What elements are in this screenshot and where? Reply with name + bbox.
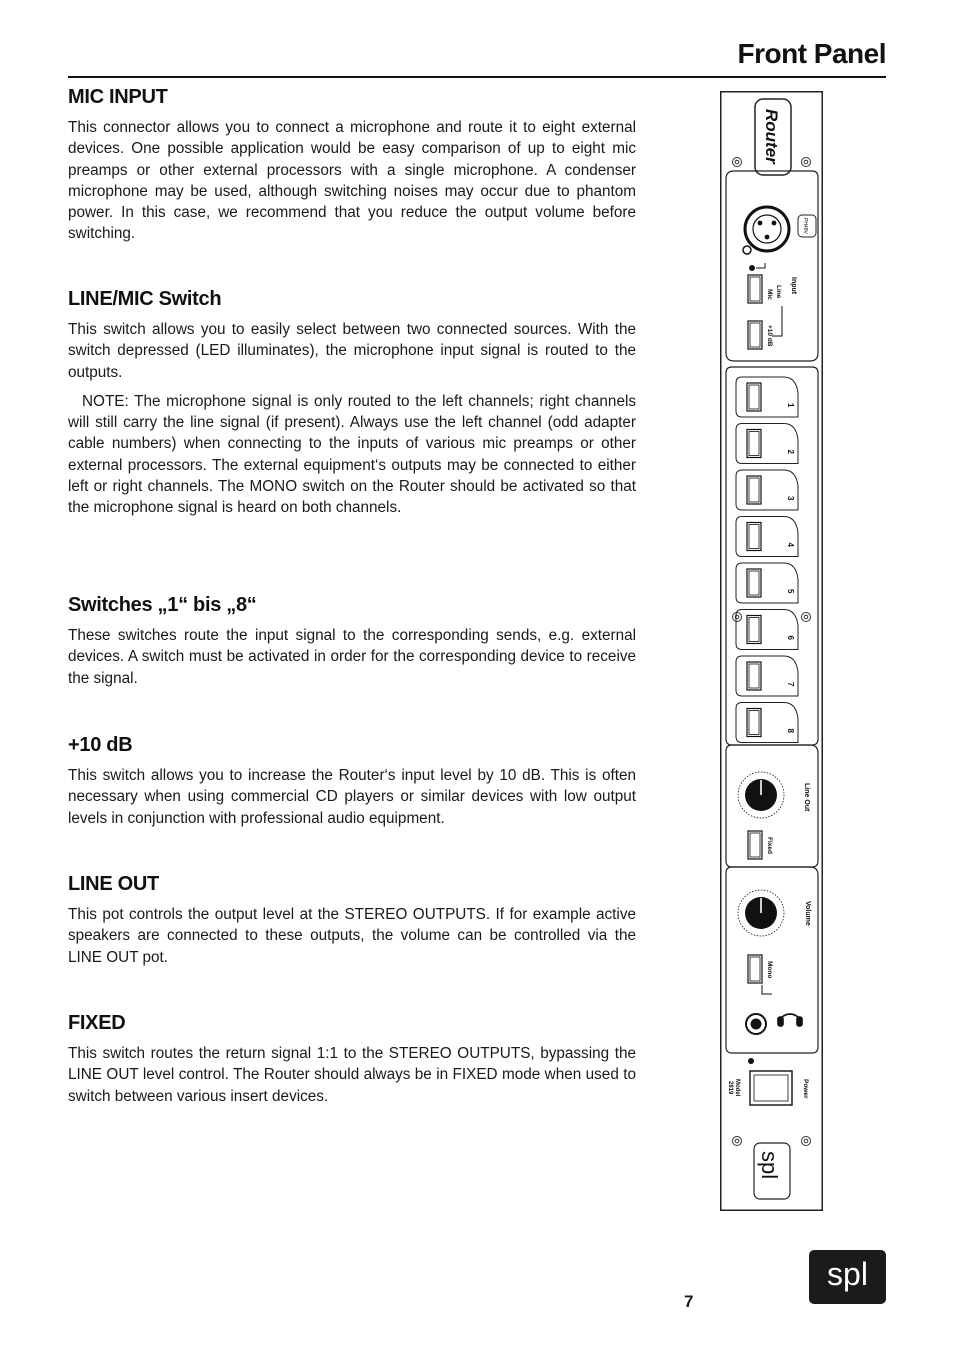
panel-logo-text: spl: [757, 1151, 782, 1180]
section-title: MIC INPUT: [68, 86, 168, 108]
mic-label: Mic: [766, 289, 773, 300]
front-panel-illustration: [720, 91, 823, 1211]
brand-text: Router: [762, 109, 781, 164]
model-label: Model: [734, 1079, 740, 1097]
channel-number-label: 8: [786, 728, 795, 733]
panel-frame: [721, 92, 823, 1211]
section-title: +10 dB: [68, 734, 133, 756]
mono-label: Mono: [766, 961, 773, 979]
section-plus-10db: [68, 734, 636, 837]
headphone-jack[interactable]: [746, 1014, 766, 1034]
input-label: Input: [790, 277, 797, 295]
page-title: Front Panel: [737, 38, 886, 69]
page-number: 7: [684, 1292, 694, 1311]
section-title: FIXED: [68, 1012, 126, 1034]
model-number: 2819: [727, 1081, 733, 1095]
spl-logo: [809, 1250, 886, 1304]
plus10-label: +10 dB: [766, 325, 773, 347]
lineout-label: Line Out: [803, 783, 810, 812]
channel-number-label: 4: [786, 542, 795, 547]
channel-number-label: 3: [786, 496, 795, 501]
section-paragraph: This connector allows you to connect a microphone and route it to eight external devices. One possible application would be easy comparison of up to eight mic preamps or other external processors with a single microphone. A condenser microphone may be used, although switching noises may occur due to phantom power. In this case, we recommend that you reduce the output volume before switching.: [68, 119, 636, 243]
header-rule: [68, 76, 886, 78]
power-label: Power: [802, 1079, 809, 1099]
channel-number-label: 5: [786, 589, 795, 594]
xlr-connector: [743, 207, 789, 254]
section-title: LINE OUT: [68, 873, 159, 895]
section-fixed: [68, 1012, 636, 1115]
section-mic-input: [68, 86, 636, 253]
section-paragraph: These switches route the input signal to the corresponding sends, e.g. external devices. A switch must be activated in order for the corresponding device to receive the signal.: [68, 627, 636, 687]
section-switches-1-8: [68, 594, 636, 697]
power-led-icon: [748, 1058, 754, 1064]
section-line-mic-switch: [68, 288, 636, 527]
section-paragraph: This switch routes the return signal 1:1 to the STEREO OUTPUTS, bypassing the LINE OUT level control. The Router should always be in FIXED mode when used to switch between various insert devices.: [68, 1045, 636, 1105]
section-title: Switches „1“ bis „8“: [68, 594, 257, 616]
section-paragraph: This pot controls the output level at the STEREO OUTPUTS. If for example active speakers are connected to these outputs, the volume can be controlled via the LINE OUT pot.: [68, 906, 636, 966]
line-label: Line: [775, 285, 782, 299]
volume-label: Volume: [804, 901, 811, 926]
fixed-label: Fixed: [766, 837, 773, 854]
channel-number-label: 1: [786, 403, 795, 408]
spl-logo-text: spl: [827, 1256, 868, 1292]
power-switch[interactable]: [750, 1071, 792, 1105]
section-paragraph: NOTE: The microphone signal is only routed to the left channels; right channels will still carry the line signal (if present). Always use the left channel (odd adapter cable numbers) when connecting to the inputs of various mic preamps or other external processors. The external equipment‘s outputs may be connected to either left or right channels. The MONO switch on the Router should be activated so that the microphone signal is heard on both channels.: [68, 392, 636, 517]
section-title: LINE/MIC Switch: [68, 288, 222, 310]
channel-number-label: 7: [786, 682, 795, 687]
section-line-out: [68, 873, 636, 976]
section-paragraph: This switch allows you to increase the Router‘s input level by 10 dB. This is often necessary when using commercial CD players or similar devices with low output levels in conjunction with professional audio equipment.: [68, 767, 636, 827]
led-icon: [749, 265, 755, 271]
channel-number-label: 6: [786, 635, 795, 640]
section-paragraph: This switch allows you to easily select between two connected sources. With the switch depressed (LED illuminates), the microphone input signal is routed to the outputs.: [68, 321, 636, 381]
channel-number-label: 2: [786, 449, 795, 454]
phantom-label: PH48V: [802, 218, 808, 234]
